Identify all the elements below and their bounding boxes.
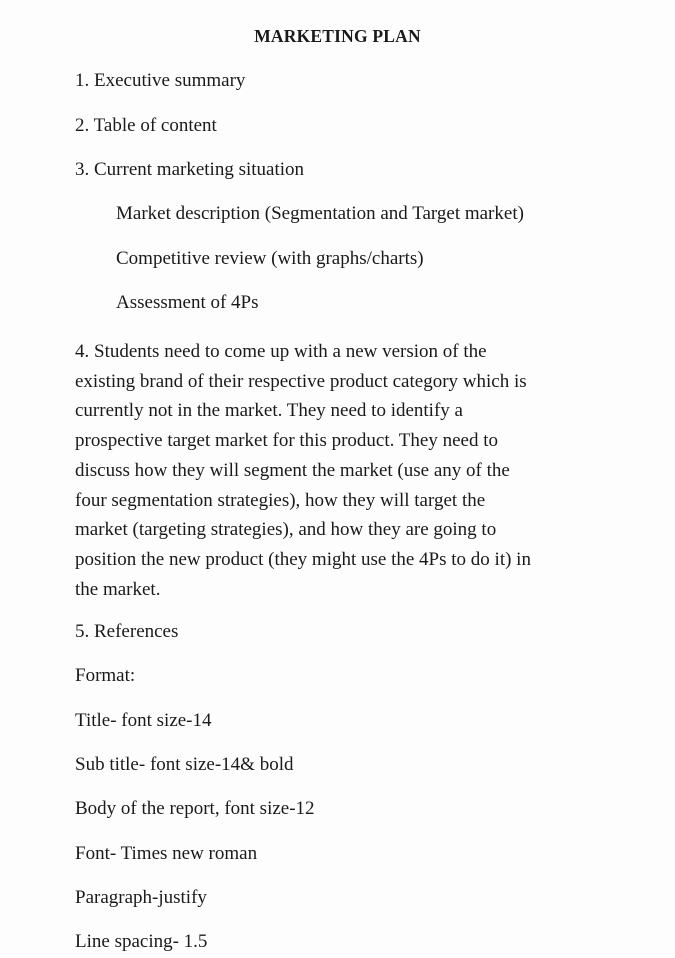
format-heading: Format: bbox=[75, 665, 136, 686]
subsection-market-description: Market description (Segmentation and Target market) bbox=[116, 203, 524, 224]
section-table-of-content: 2. Table of content bbox=[75, 115, 217, 136]
paragraph-line: existing brand of their respective product category which is bbox=[75, 370, 527, 392]
paragraph-line: the market. bbox=[75, 578, 161, 600]
paragraph-line: currently not in the market. They need to identify a bbox=[75, 400, 463, 422]
paragraph-line: prospective target market for this product. They need to bbox=[75, 430, 498, 452]
paragraph-line: 4. Students need to come up with a new version of the bbox=[75, 341, 487, 362]
format-paragraph-rule: Paragraph-justify bbox=[75, 887, 207, 908]
section-executive-summary: 1. Executive summary bbox=[75, 70, 246, 91]
paragraph-line: market (targeting strategies), and how they are going to bbox=[75, 519, 497, 541]
format-subtitle-rule: Sub title- font size-14& bold bbox=[75, 754, 294, 775]
paragraph-line: position the new product (they might use the 4Ps to do it) in bbox=[75, 548, 531, 570]
paragraph-line: four segmentation strategies), how they will target the bbox=[75, 489, 486, 511]
subsection-competitive-review: Competitive review (with graphs/charts) bbox=[116, 248, 424, 269]
section-current-marketing-situation: 3. Current marketing situation bbox=[75, 159, 305, 180]
subsection-assessment-4ps: Assessment of 4Ps bbox=[116, 292, 259, 313]
paragraph-line: discuss how they will segment the market (use any of the bbox=[75, 459, 510, 481]
format-title-rule: Title- font size-14 bbox=[75, 710, 212, 731]
document-title: MARKETING PLAN bbox=[254, 26, 421, 46]
format-font-rule: Font- Times new roman bbox=[75, 843, 258, 864]
section-4-paragraph bbox=[75, 337, 615, 604]
section-references: 5. References bbox=[75, 621, 179, 642]
format-body-rule: Body of the report, font size-12 bbox=[75, 798, 315, 819]
format-line-spacing-rule: Line spacing- 1.5 bbox=[75, 931, 208, 952]
